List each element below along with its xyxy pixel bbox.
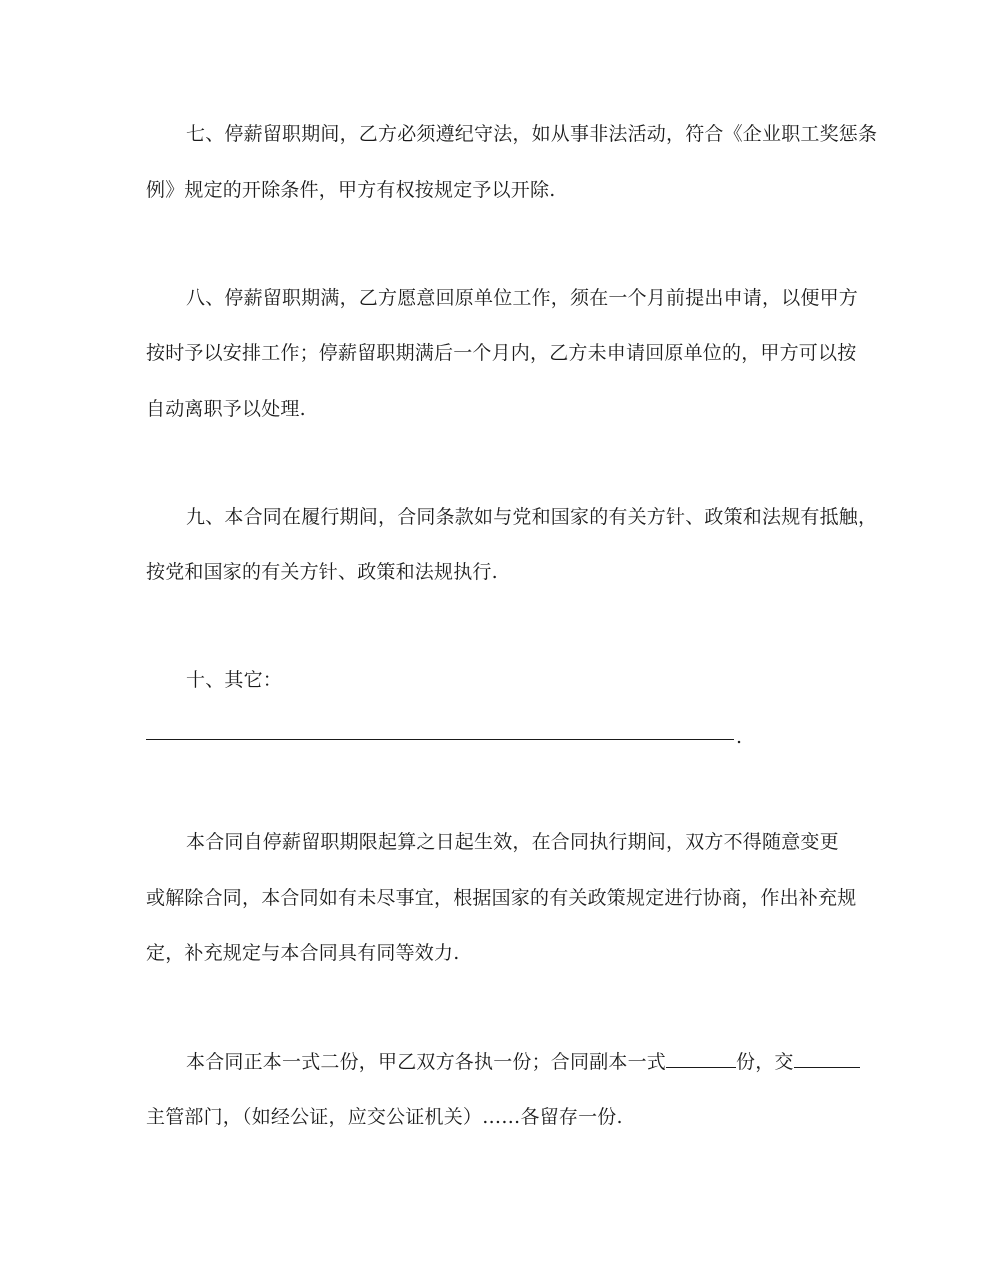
- clause-9-line-1: 九、本合同在履行期间，合同条款如与党和国家的有关方针、政策和法规有抵触，: [186, 506, 878, 528]
- clause-8-line-2: 按时予以安排工作；停薪留职期满后一个月内，乙方未申请回原单位的，甲方可以按: [146, 342, 857, 364]
- clause-10-fill-line: [146, 739, 734, 740]
- effect-line-2: 或解除合同，本合同如有未尽事宜，根据国家的有关政策规定进行协商，作出补充规: [146, 887, 857, 909]
- clause-10-heading: 十、其它：: [186, 669, 283, 691]
- copies-text-b: 份，交: [736, 1051, 794, 1073]
- copies-dept-blank: [794, 1049, 860, 1068]
- clause-9-line-2: 按党和国家的有关方针、政策和法规执行.: [146, 561, 498, 583]
- copies-text-a: 本合同正本一式二份，甲乙双方各执一份；合同副本一式: [186, 1051, 667, 1073]
- copies-count-blank: [666, 1049, 736, 1068]
- effect-line-1: 本合同自停薪留职期限起算之日起生效，在合同执行期间，双方不得随意变更: [186, 831, 839, 853]
- clause-7-line-2: 例》规定的开除条件，甲方有权按规定予以开除.: [146, 179, 556, 201]
- copies-line-2: 主管部门，（如经公证，应交公证机关）……各留存一份.: [146, 1106, 623, 1128]
- copies-line-1: [186, 1049, 860, 1074]
- clause-7-line-1: 七、停薪留职期间，乙方必须遵纪守法，如从事非法活动，符合《企业职工奖惩条: [186, 123, 878, 145]
- effect-line-3: 定，补充规定与本合同具有同等效力.: [146, 942, 460, 964]
- clause-8-line-1: 八、停薪留职期满，乙方愿意回原单位工作，须在一个月前提出申请，以便甲方: [186, 287, 859, 309]
- clause-8-line-3: 自动离职予以处理.: [146, 398, 306, 420]
- clause-10-end-mark: .: [736, 726, 743, 748]
